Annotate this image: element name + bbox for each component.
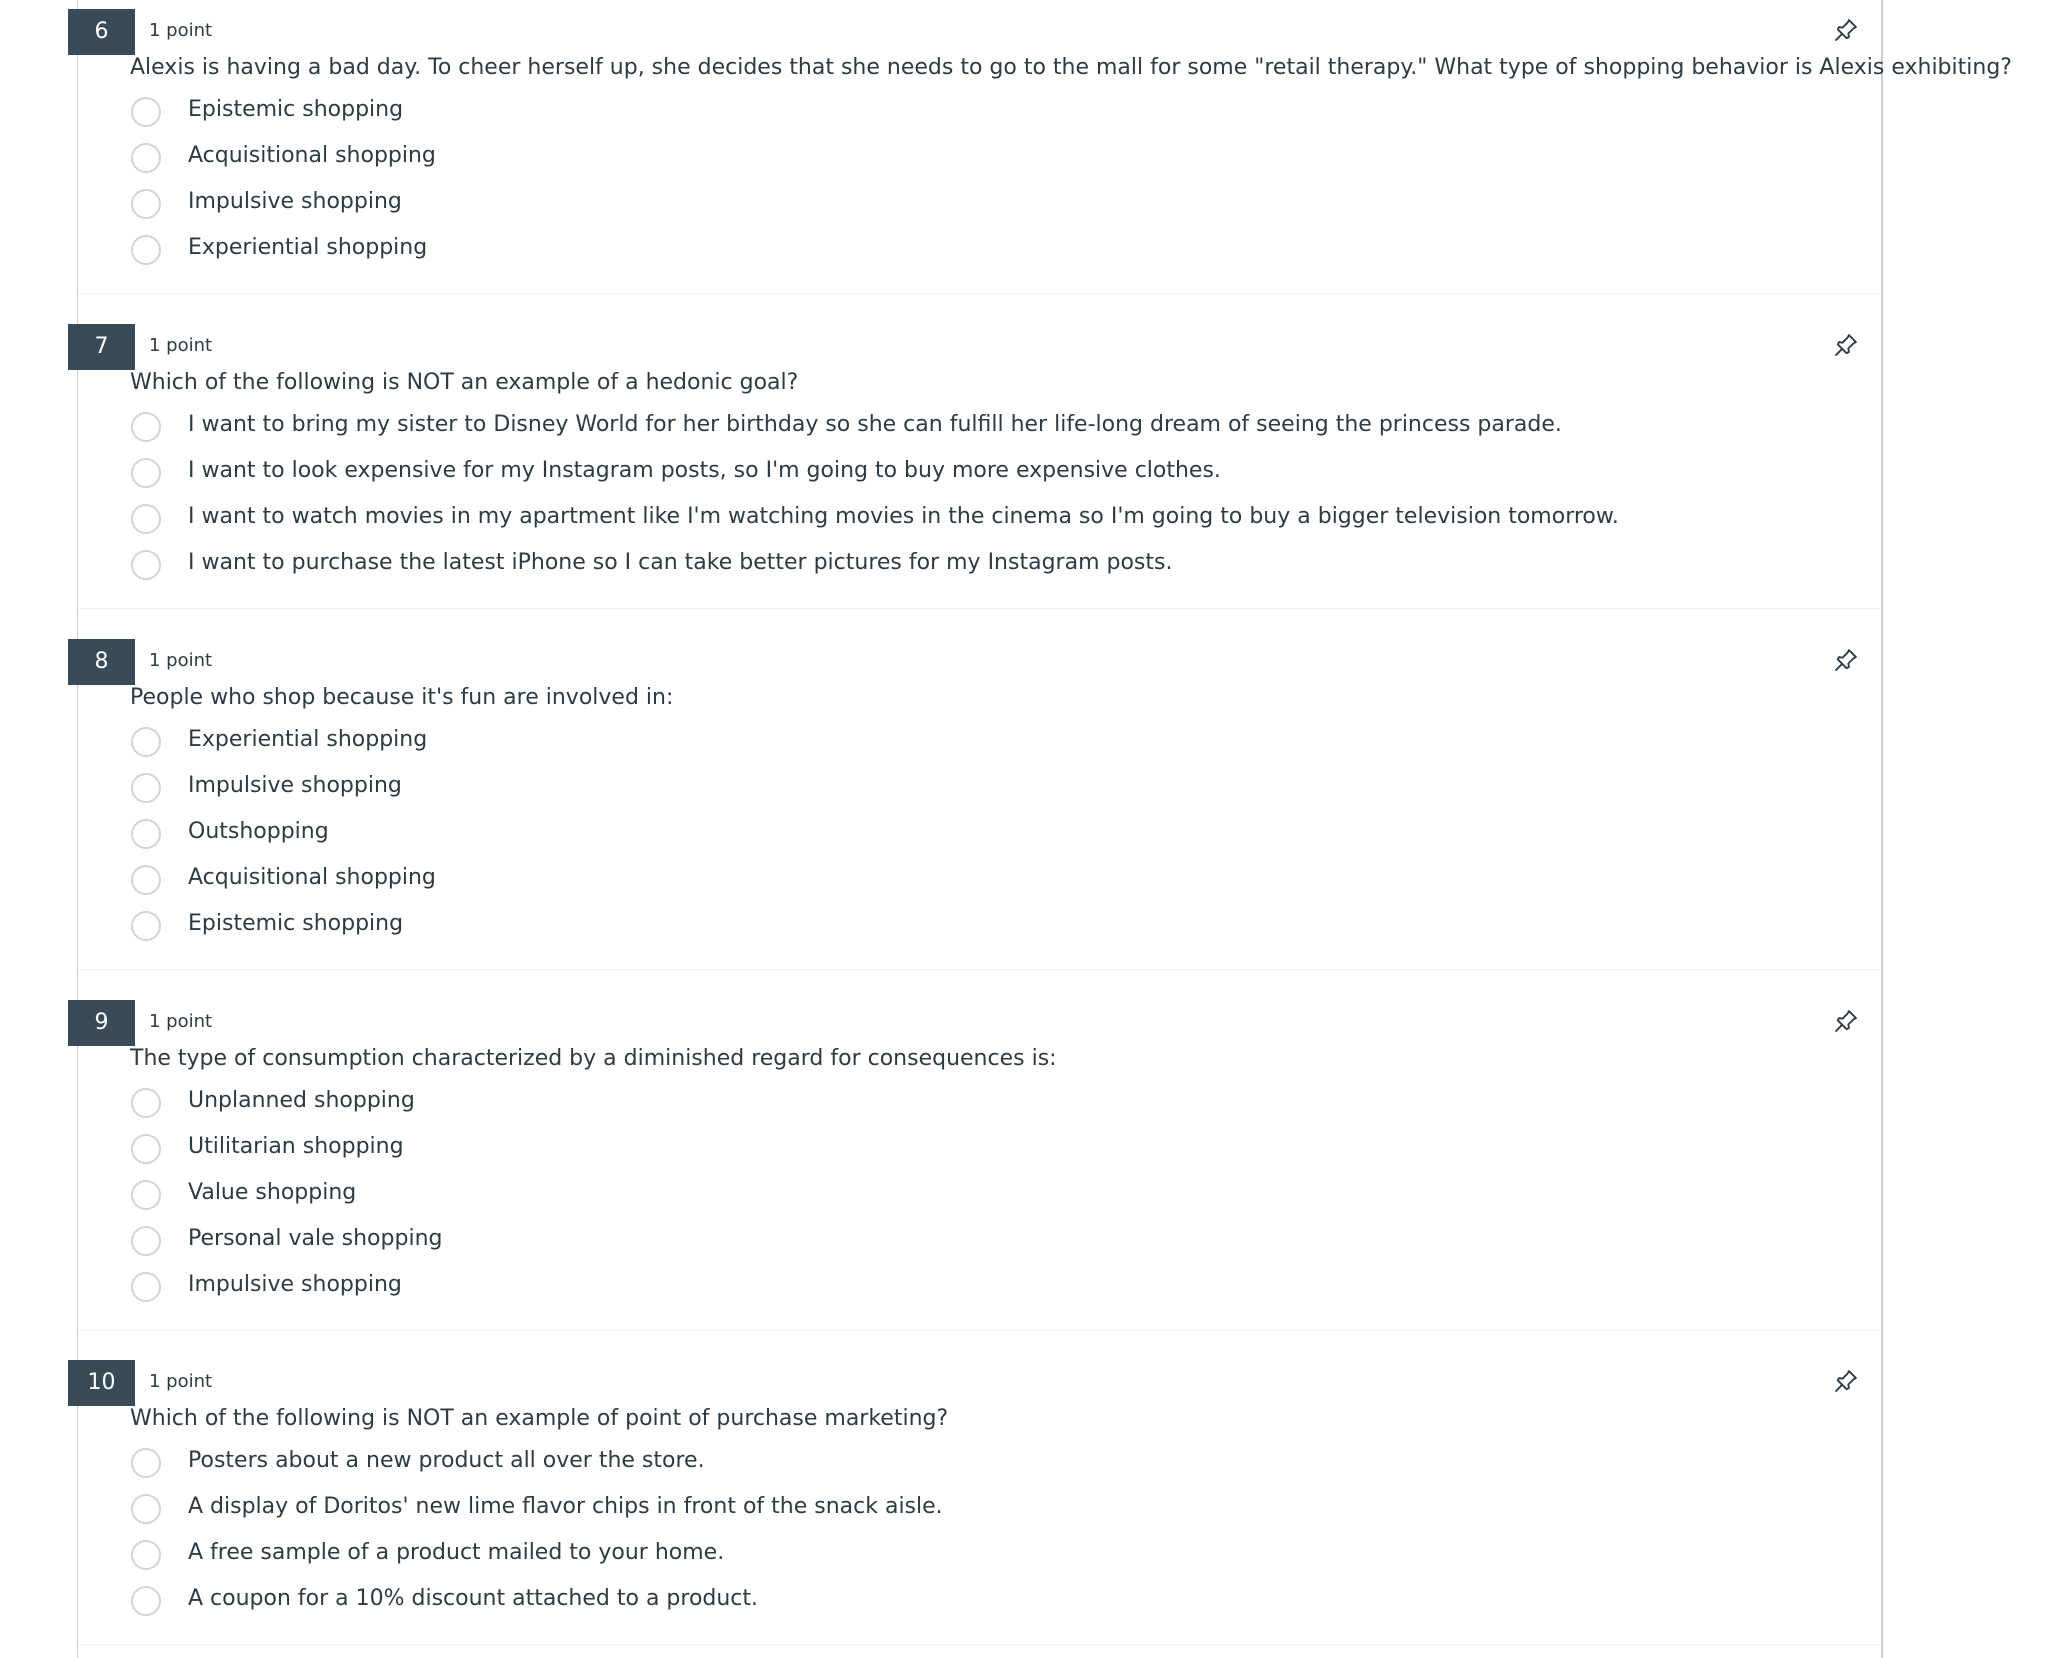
answer-label: Impulsive shopping (188, 189, 402, 214)
answer-label: I want to watch movies in my apartment like I'm watching movies in the cinema so I'm going to buy a bigger television tomorrow. (188, 504, 1619, 529)
answer-label: A coupon for a 10% discount attached to a product. (188, 1586, 759, 1611)
radio-button[interactable] (131, 1272, 161, 1302)
pin-icon[interactable] (1832, 646, 1860, 674)
radio-button[interactable] (131, 1134, 161, 1164)
pin-icon[interactable] (1832, 16, 1860, 44)
question-8 (78, 630, 1882, 970)
radio-button[interactable] (131, 458, 161, 488)
answer-label: I want to purchase the latest iPhone so I can take better pictures for my Instagram posts. (188, 550, 1173, 575)
answer-label: Unplanned shopping (188, 1088, 415, 1113)
pin-icon[interactable] (1832, 1007, 1860, 1035)
answer-label: Personal vale shopping (188, 1226, 443, 1251)
radio-button[interactable] (131, 1448, 161, 1478)
answer-label: Impulsive shopping (188, 1272, 402, 1297)
question-number-badge: 9 (68, 1000, 135, 1046)
answer-label: Experiential shopping (188, 235, 428, 260)
radio-button[interactable] (131, 550, 161, 580)
question-number-badge: 7 (68, 324, 135, 370)
answer-label: Impulsive shopping (188, 773, 402, 798)
radio-button[interactable] (131, 1088, 161, 1118)
answer-label: Epistemic shopping (188, 97, 404, 122)
question-points: 1 point (149, 650, 213, 671)
radio-button[interactable] (131, 189, 161, 219)
answer-label: I want to bring my sister to Disney World for her birthday so she can fulfill her life-long dream of seeing the princess parade. (188, 412, 1562, 437)
radio-button[interactable] (131, 1494, 161, 1524)
question-points: 1 point (149, 1011, 213, 1032)
question-7 (78, 315, 1882, 609)
radio-button[interactable] (131, 727, 161, 757)
radio-button[interactable] (131, 819, 161, 849)
question-points: 1 point (149, 1371, 213, 1392)
answer-label: Epistemic shopping (188, 911, 404, 936)
question-text: Which of the following is NOT an example of point of purchase marketing? (130, 1406, 949, 1431)
question-number-badge: 8 (68, 639, 135, 685)
answer-label: Acquisitional shopping (188, 865, 436, 890)
radio-button[interactable] (131, 412, 161, 442)
answer-label: Utilitarian shopping (188, 1134, 404, 1159)
answer-label: Posters about a new product all over the store. (188, 1448, 705, 1473)
pin-icon[interactable] (1832, 331, 1860, 359)
question-points: 1 point (149, 20, 213, 41)
question-text: Alexis is having a bad day. To cheer herself up, she decides that she needs to go to the mall for some "retail therapy." What type of shopping behavior is Alexis exhibiting? (130, 55, 2012, 80)
pin-icon[interactable] (1832, 1367, 1860, 1395)
question-points: 1 point (149, 335, 213, 356)
answer-label: Outshopping (188, 819, 329, 844)
question-6 (78, 0, 2012, 294)
answer-label: A free sample of a product mailed to your home. (188, 1540, 725, 1565)
question-text: The type of consumption characterized by a diminished regard for consequences is: (130, 1046, 1057, 1071)
radio-button[interactable] (131, 865, 161, 895)
question-text: Which of the following is NOT an example of a hedonic goal? (130, 370, 799, 395)
radio-button[interactable] (131, 1586, 161, 1616)
answer-label: I want to look expensive for my Instagram posts, so I'm going to buy more expensive clothes. (188, 458, 1221, 483)
answer-label: A display of Doritos' new lime flavor chips in front of the snack aisle. (188, 1494, 943, 1519)
radio-button[interactable] (131, 1540, 161, 1570)
radio-button[interactable] (131, 773, 161, 803)
question-10 (78, 1351, 1882, 1645)
radio-button[interactable] (131, 1226, 161, 1256)
radio-button[interactable] (131, 911, 161, 941)
radio-button[interactable] (131, 1180, 161, 1210)
radio-button[interactable] (131, 504, 161, 534)
question-number-badge: 10 (68, 1360, 135, 1406)
radio-button[interactable] (131, 97, 161, 127)
radio-button[interactable] (131, 143, 161, 173)
question-text: People who shop because it's fun are involved in: (130, 685, 674, 710)
answer-label: Experiential shopping (188, 727, 428, 752)
radio-button[interactable] (131, 235, 161, 265)
answer-label: Acquisitional shopping (188, 143, 436, 168)
quiz-questions-panel (77, 0, 2012, 1658)
question-9 (78, 991, 1882, 1331)
answer-label: Value shopping (188, 1180, 357, 1205)
question-number-badge: 6 (68, 9, 135, 55)
